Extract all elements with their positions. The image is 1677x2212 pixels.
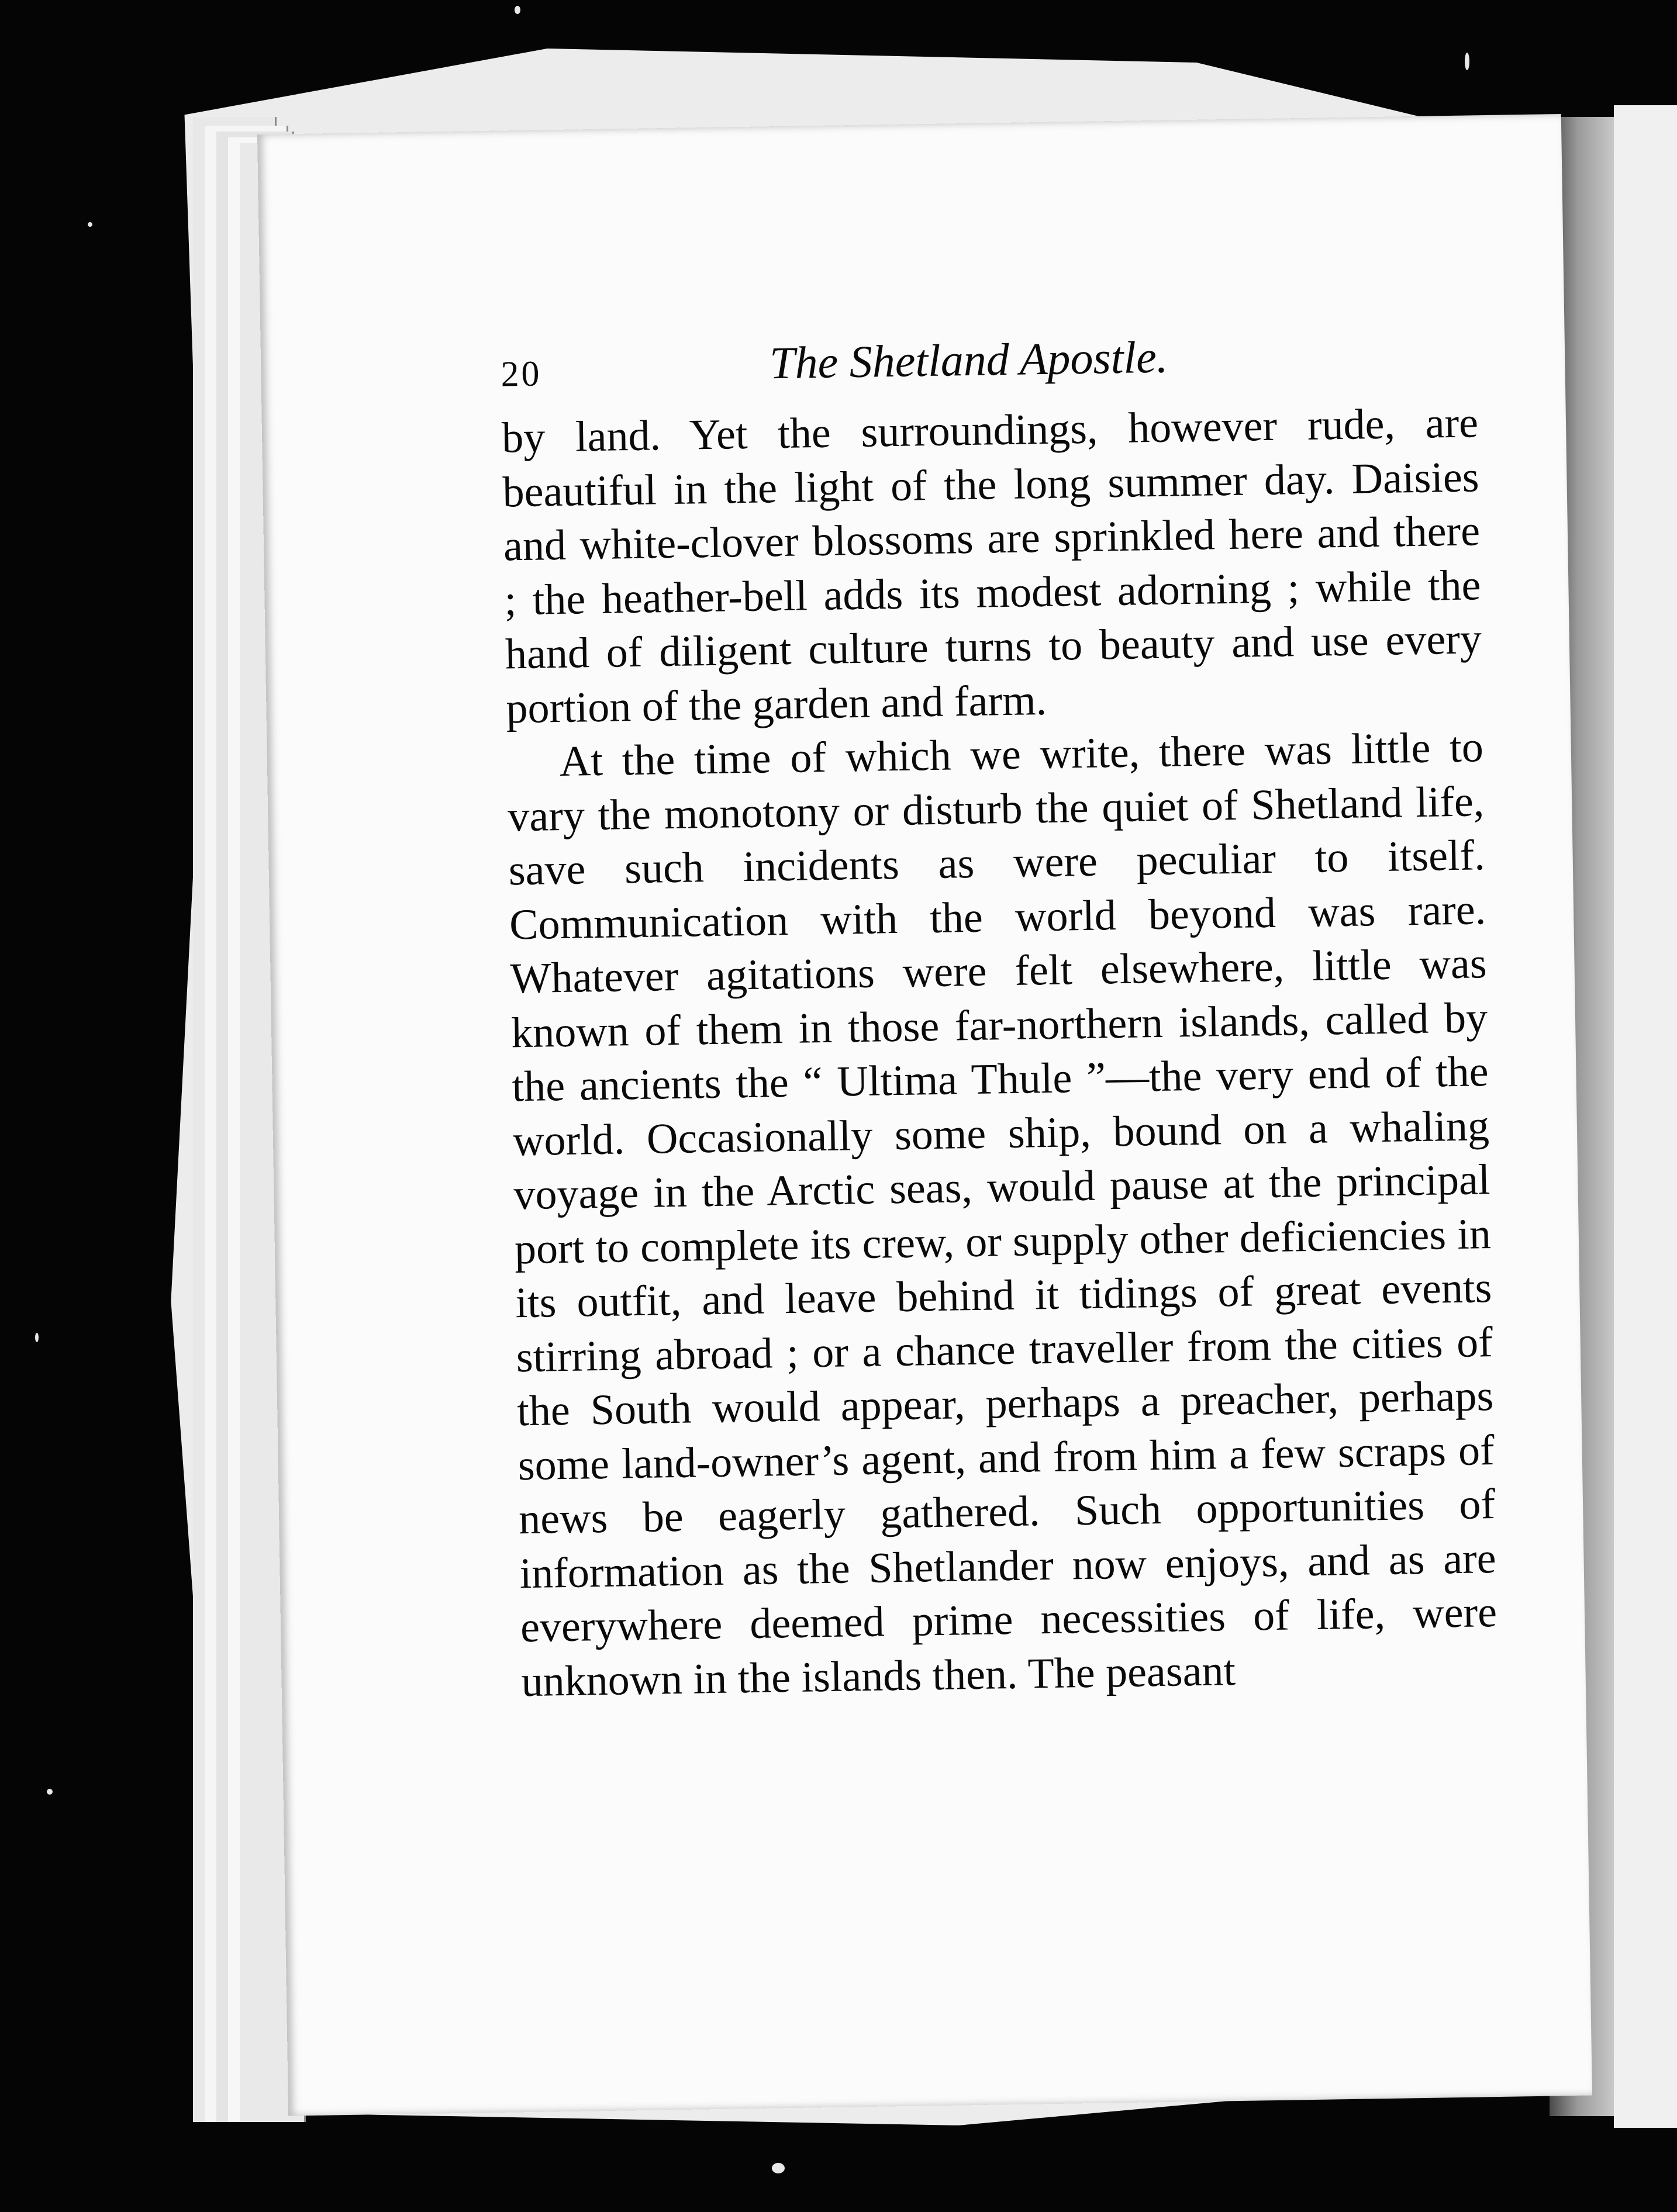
text-block [501, 326, 1499, 1709]
page-number: 20 [500, 354, 543, 395]
dust-speck [35, 1333, 39, 1342]
book-page [257, 114, 1592, 2116]
dust-speck [772, 2163, 785, 2173]
paragraph: by land. Yet the surroundings, however rude, are beautiful in the light of the long summer day. Daisies and white-clover blossoms are sprinkled here and there ; the heather-bell adds its modest adorning ; while the hand of diligent culture turns to beauty and use every portion of the garden and farm. [501, 399, 1482, 732]
dust-speck [1465, 53, 1469, 70]
body-text [501, 396, 1498, 1709]
dust-speck [47, 1789, 53, 1795]
paragraph: At the time of which we write, there was little to vary the monotony or disturb the quiet of Shetland life, save such incidents as were peculiar to itself. Communication with the world beyond was rare. Whatever agitations were felt elsewhere, little was known of them in those far-northern islands, called by the ancients the “ Ultima Thule ”—the very end of the world. Occasionally some ship, bound on a whaling voyage in the Arctic seas, would pause at the principal port to complete its crew, or supply other deficiencies in its outfit, and leave behind it tidings of great events stirring abroad ; or a chance traveller from the cities of the South would appear, perhaps a preacher, perhaps some land-owner’s agent, and from him a few scraps of news be eagerly gathered. Such opportunities of information as the Shetlander now enjoys, and as are everywhere deemed prime necessities of life, were unknown in the islands then. The peasant [507, 723, 1497, 1706]
facing-page-edge [1614, 105, 1677, 2128]
dust-speck [88, 222, 92, 227]
running-title: The Shetland Apostle. [769, 331, 1168, 389]
dust-speck [515, 6, 520, 14]
